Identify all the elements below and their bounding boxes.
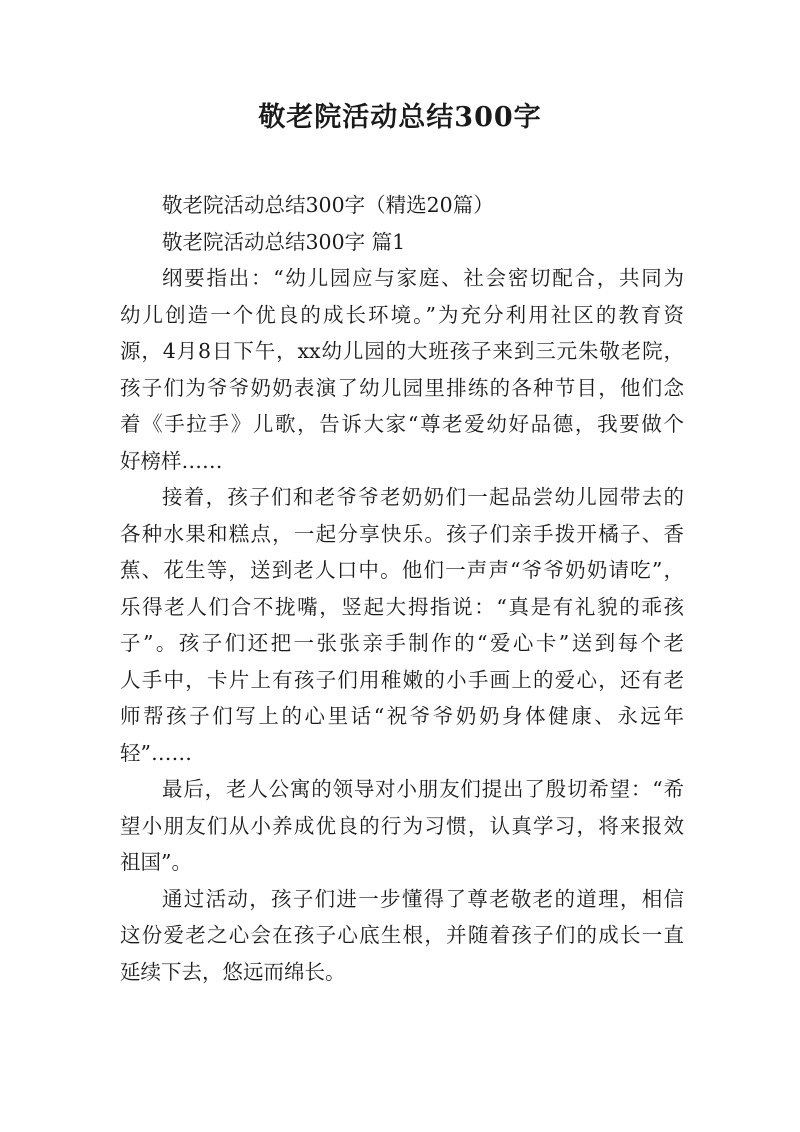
text-line: 接着，孩子们和老爷爷老奶奶们一起品尝幼儿园带去的 [162, 485, 684, 509]
section-heading: 敬老院活动总结300字 篇1 [162, 229, 406, 254]
text-line: 着《手拉手》儿歌，告诉大家“尊老爱幼好品德，我要做个 [120, 412, 684, 436]
text-line: 延续下去，悠远而绵长。 [120, 959, 346, 984]
text-line: 人手中，卡片上有孩子们用稚嫩的小手画上的爱心，还有老 [120, 667, 684, 692]
text-line: 望小朋友们从小养成优良的行为习惯，认真学习，将来报效 [120, 813, 684, 838]
subtitle-line: 敬老院活动总结300字（精选20篇） [162, 193, 494, 217]
text-line: 这份爱老之心会在孩子心底生根，并随着孩子们的成长一直 [120, 923, 684, 947]
text-line: 好榜样…… [120, 448, 223, 473]
text-line: 幼儿创造一个优良的成长环境。”为充分利用社区的教育资 [120, 302, 684, 327]
document-title: 敬老院活动总结300字 [258, 102, 542, 133]
document-body [120, 187, 684, 990]
text-line: 子”。孩子们还把一张张亲手制作的“爱心卡”送到每个老 [120, 631, 684, 655]
text-line: 蕉、花生等，送到老人口中。他们一声声“爷爷奶奶请吃”， [120, 558, 684, 582]
text-line: 各种水果和糕点，一起分享快乐。孩子们亲手拨开橘子、香 [120, 521, 684, 546]
text-line: 最后，老人公寓的领导对小朋友们提出了殷切希望：“希 [162, 777, 684, 801]
text-line: 源，4月8日下午，xx幼儿园的大班孩子来到三元朱敬老院， [120, 339, 684, 363]
text-line: 孩子们为爷爷奶奶表演了幼儿园里排练的各种节目，他们念 [120, 375, 684, 400]
text-line: 祖国”。 [120, 850, 192, 874]
text-line: 纲要指出：“幼儿园应与家庭、社会密切配合，共同为 [162, 266, 684, 290]
text-line: 轻”…… [120, 740, 192, 765]
text-line: 师帮孩子们写上的心里话“祝爷爷奶奶身体健康、永远年 [120, 704, 684, 728]
text-line: 乐得老人们合不拢嘴，竖起大拇指说：“真是有礼貌的乖孩 [120, 594, 684, 619]
text-line: 通过活动，孩子们进一步懂得了尊老敬老的道理，相信 [162, 886, 684, 911]
